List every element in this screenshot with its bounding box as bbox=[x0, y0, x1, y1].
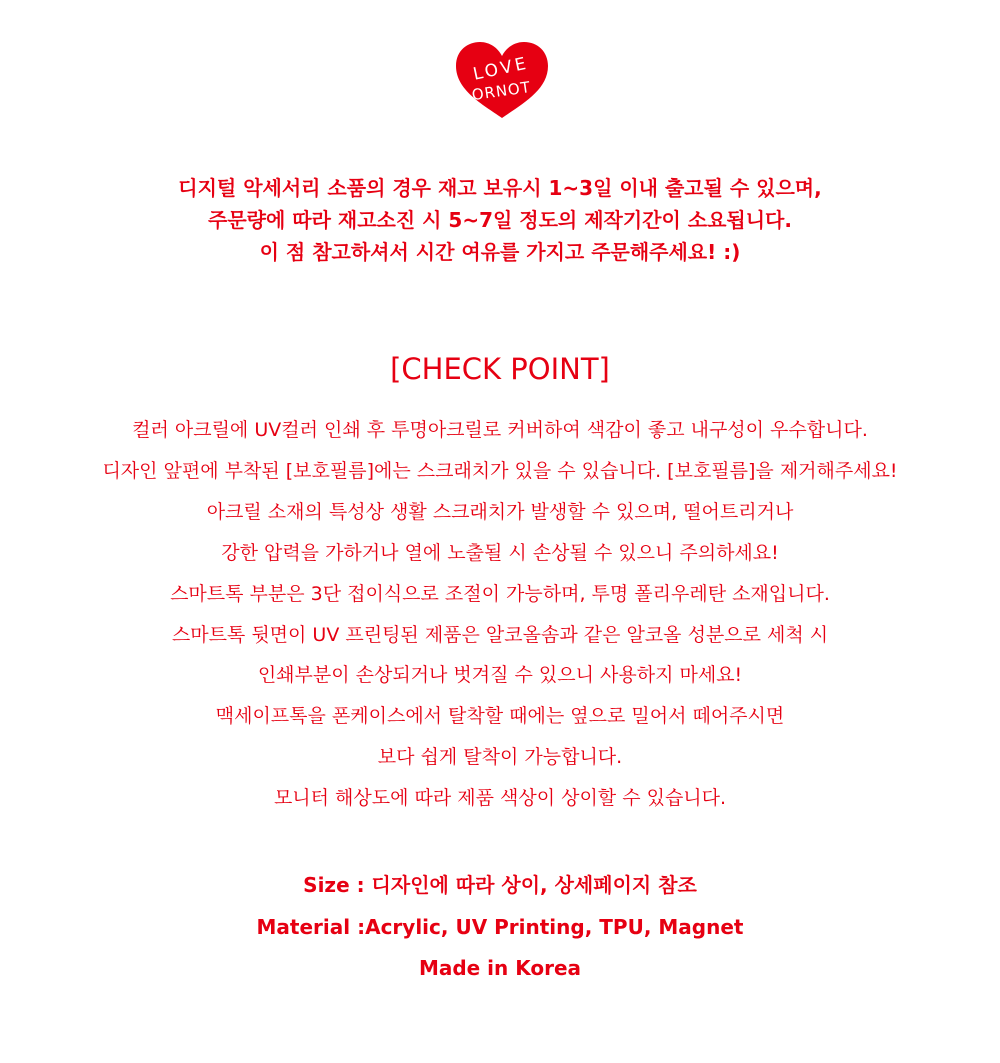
check-point-list bbox=[0, 410, 1000, 819]
product-specs bbox=[0, 865, 1000, 990]
check-point-item: 스마트톡 부분은 3단 접이식으로 조절이 가능하며, 투명 폴리우레탄 소재입니다. bbox=[170, 582, 830, 605]
shipping-notice-line: 디지털 악세서리 소품의 경우 재고 보유시 1~3일 이내 출고될 수 있으며, bbox=[178, 176, 822, 200]
check-point-item: 인쇄부분이 손상되거나 벗겨질 수 있으니 사용하지 마세요! bbox=[257, 664, 743, 687]
check-point-item: 스마트톡 뒷면이 UV 프린팅된 제품은 알코올솜과 같은 알코올 성분으로 세척 시 bbox=[171, 623, 829, 646]
spec-material: Material :Acrylic, UV Printing, TPU, Magnet bbox=[256, 914, 744, 939]
check-point-item: 맥세이프톡을 폰케이스에서 탈착할 때에는 옆으로 밀어서 떼어주시면 bbox=[215, 705, 785, 728]
check-point-item: 모니터 해상도에 따라 제품 색상이 상이할 수 있습니다. bbox=[273, 787, 727, 810]
check-point-item: 컬러 아크릴에 UV컬러 인쇄 후 투명아크릴로 커버하여 색감이 좋고 내구성이 우수합니다. bbox=[132, 419, 868, 441]
spec-origin: Made in Korea bbox=[418, 956, 582, 980]
spec-size: Size : 디자인에 따라 상이, 상세페이지 참조 bbox=[303, 873, 697, 897]
check-point-item: 강한 압력을 가하거나 열에 노출될 시 손상될 수 있으니 주의하세요! bbox=[221, 541, 779, 564]
logo-text-top: LOVE bbox=[471, 53, 531, 85]
check-point-title: [CHECK POINT] bbox=[390, 352, 610, 386]
shipping-notice-line: 이 점 참고하셔서 시간 여유를 가지고 주문해주세요! :) bbox=[259, 240, 741, 264]
shipping-notice bbox=[0, 172, 1000, 268]
love-or-not-logo bbox=[452, 38, 552, 122]
heart-shape bbox=[456, 42, 548, 118]
check-point-item: 아크릴 소재의 특성상 생활 스크래치가 발생할 수 있으며, 떨어트리거나 bbox=[206, 500, 794, 523]
check-point-item: 보다 쉽게 탈착이 가능합니다. bbox=[377, 746, 623, 769]
logo-text-bottom: ORNOT bbox=[470, 78, 532, 105]
shipping-notice-line: 주문량에 따라 재고소진 시 5~7일 정도의 제작기간이 소요됩니다. bbox=[208, 208, 792, 232]
check-point-item: 디자인 앞편에 부착된 [보호필름]에는 스크래치가 있을 수 있습니다. [보호필름]을 제거해주세요! bbox=[102, 459, 898, 482]
